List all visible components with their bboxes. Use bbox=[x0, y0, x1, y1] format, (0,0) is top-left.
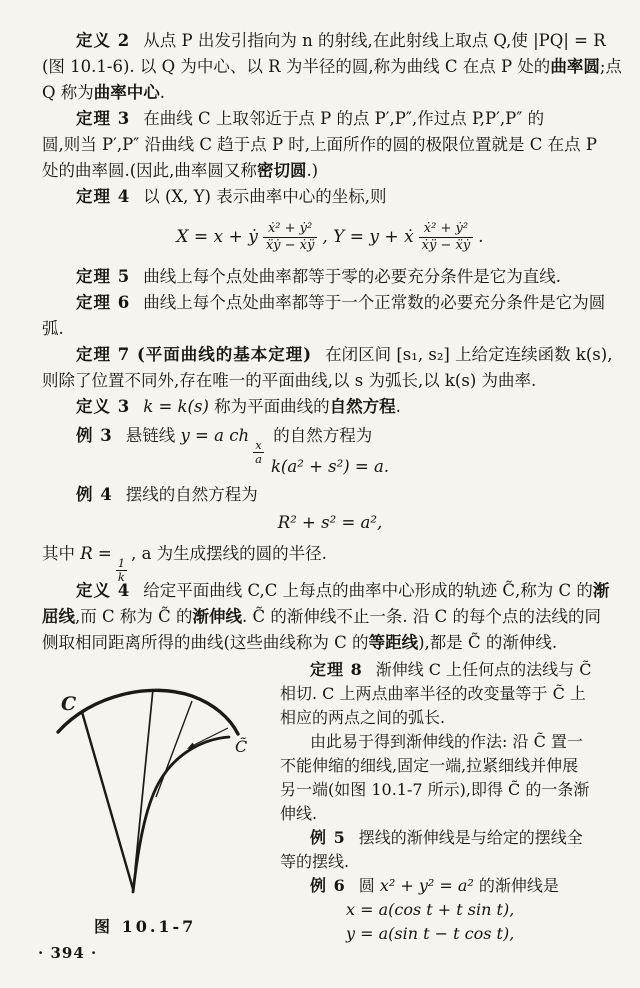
ex6-equation-1: x = a(cos t + t sin t), bbox=[346, 900, 515, 919]
construction-text3: 另一端(如图 10.1-7 所示),即得 C̃ 的一条渐 bbox=[280, 780, 590, 799]
involute-construction-drawing bbox=[42, 682, 282, 910]
def4-text2d: . C̃ 的渐伸线不止一条. 沿 C 的每个点的法线的同 bbox=[241, 607, 601, 626]
def3-period: . bbox=[395, 397, 401, 416]
def4-term-evolute-part2: 屈线 bbox=[42, 607, 75, 626]
thm3-text3c: .) bbox=[306, 161, 319, 180]
construction-text2: 不能伸缩的细线,固定一端,拉紧细线并伸展 bbox=[280, 756, 579, 775]
string-line-1 bbox=[82, 712, 133, 889]
ex3-math: y = a ch bbox=[180, 426, 250, 445]
ex4-line2 bbox=[42, 538, 618, 585]
ex6-text1b: 的渐伸线是 bbox=[478, 876, 559, 895]
ex6-equation-2: y = a(sin t − t cos t), bbox=[346, 924, 515, 943]
def4-text3c: ),都是 C̃ 的渐伸线. bbox=[418, 633, 558, 652]
label-curve-c-tilde: C̃ bbox=[235, 737, 248, 756]
ex5-text2: 等的摆线. bbox=[280, 852, 350, 871]
thm3-term-osculating-circle: 密切圆 bbox=[256, 161, 307, 180]
construction-line2 bbox=[280, 754, 618, 778]
def4-label: 定义 4 bbox=[76, 581, 131, 600]
thm8-line1 bbox=[280, 658, 618, 682]
thm4-formula-x-lhs: X = x + ẏ bbox=[176, 227, 258, 247]
def2-term-curvature-center: 曲率中心 bbox=[93, 83, 160, 102]
thm4-fraction-1-numerator: ẋ² + ẏ² bbox=[263, 221, 318, 238]
thm4-text1: 以 (X, Y) 表示曲率中心的坐标,则 bbox=[143, 187, 387, 206]
construction-line3 bbox=[280, 778, 618, 802]
thm6-line1 bbox=[42, 290, 618, 316]
curve-c-arc bbox=[58, 690, 238, 734]
def4-line1 bbox=[42, 578, 618, 604]
construction-line1 bbox=[280, 730, 618, 754]
def2-text2a: (图 10.1-6). 以 Q 为中心、以 R 为半径的圆,称为曲线 C 在点 P 处的 bbox=[42, 57, 551, 76]
ex4-text1: 摆线的自然方程为 bbox=[125, 485, 258, 504]
figure-caption: 图 10.1-7 bbox=[94, 917, 197, 936]
thm4-formula-y-lhs: , Y = y + ẋ bbox=[322, 227, 414, 247]
ex5-line2 bbox=[280, 850, 618, 874]
thm4-fraction-2-numerator: ẋ² + ẏ² bbox=[419, 221, 474, 238]
def4-line2 bbox=[42, 604, 618, 630]
thm3-text1: 在曲线 C 上取邻近于点 P 的点 P′,P″,作过点 P,P′,P″ 的 bbox=[143, 109, 545, 128]
main-text-column bbox=[42, 28, 622, 656]
thm3-line1 bbox=[42, 106, 618, 132]
ex5-line1 bbox=[280, 826, 618, 850]
thm4-fraction-2-denominator: ẋÿ − ẍẏ bbox=[421, 237, 471, 253]
thm4-fraction-1-denominator: ẍẏ − ẋÿ bbox=[265, 237, 315, 253]
thm6-line2 bbox=[42, 316, 618, 342]
thm4-line1 bbox=[42, 184, 618, 210]
thm5-text1: 曲线上每个点处曲率都等于零的必要充分条件是它为直线. bbox=[143, 267, 561, 286]
ex5-text1: 摆线的渐伸线是与给定的摆线全 bbox=[358, 828, 583, 847]
ex3-text1a: 悬链线 bbox=[125, 426, 176, 445]
def2-text3a: Q 称为 bbox=[42, 83, 94, 102]
def2-label: 定义 2 bbox=[76, 31, 131, 50]
construction-text4: 伸线. bbox=[280, 804, 318, 823]
thm7-text2: 则除了位置不同外,存在唯一的平面曲线,以 s 为弧长,以 k(s) 为曲率. bbox=[42, 371, 537, 390]
string-line-3 bbox=[156, 701, 192, 797]
ex3-fraction-x-over-a bbox=[253, 439, 264, 466]
thm3-line2 bbox=[42, 132, 618, 158]
def3-label: 定义 3 bbox=[76, 397, 131, 416]
ex3-label: 例 3 bbox=[76, 426, 113, 445]
def2-text2c: ;点 bbox=[599, 57, 622, 76]
ex6-line1 bbox=[280, 874, 618, 898]
ex3-fraction-denominator: a bbox=[255, 452, 262, 467]
ex4-text2a: 其中 bbox=[42, 544, 75, 563]
thm8-text3: 相应的两点之间的弧长. bbox=[280, 708, 446, 727]
def4-term-involute: 渐伸线 bbox=[192, 607, 242, 626]
thm3-text2: 圆,则当 P′,P″ 沿曲线 C 趋于点 P 时,上面所作的圆的极限位置就是 C 在点 P bbox=[42, 135, 598, 154]
thm4-fraction-1 bbox=[263, 221, 318, 253]
construction-text1: 由此易于得到渐伸线的作法: 沿 C̃ 置一 bbox=[310, 732, 583, 751]
thm7-line1 bbox=[42, 342, 618, 368]
label-curve-c: C bbox=[61, 693, 77, 715]
ex5-label: 例 5 bbox=[310, 828, 346, 847]
figure-10-1-7 bbox=[42, 682, 282, 937]
def4-text2b: ,而 C 称为 C̃ 的 bbox=[75, 607, 193, 626]
thm8-line2 bbox=[280, 682, 618, 706]
thm6-label: 定理 6 bbox=[76, 293, 131, 312]
page-number: · 394 · bbox=[38, 944, 98, 962]
ex4-text2b: , a 为生成摆线的圆的半径. bbox=[131, 544, 327, 563]
ex4-line1 bbox=[42, 482, 618, 508]
thm4-label: 定理 4 bbox=[76, 187, 131, 206]
thm7-label: 定理 7 (平面曲线的基本定理) bbox=[76, 345, 313, 364]
right-text-column bbox=[280, 658, 618, 946]
thm7-text1: 在闭区间 [s₁, s₂] 上给定连续函数 k(s), bbox=[325, 345, 613, 364]
thm8-line3 bbox=[280, 706, 618, 730]
thm6-text1: 曲线上每个点处曲率都等于一个正常数的必要充分条件是它为圆 bbox=[143, 293, 606, 312]
curve-c-tilde-evolute bbox=[133, 737, 229, 892]
ex3-formula: k(a² + s²) = a. bbox=[270, 457, 390, 476]
def4-text1a: 给定平面曲线 C,C 上每点的曲率中心形成的轨迹 C̃,称为 C 的 bbox=[143, 581, 593, 600]
def2-term-curvature-circle: 曲率圆 bbox=[550, 57, 600, 76]
ex4-label: 例 4 bbox=[76, 485, 113, 504]
ex4-math: R = bbox=[80, 544, 112, 563]
ex4-fraction-numerator: 1 bbox=[117, 556, 126, 570]
def4-term-equidistant-curve: 等距线 bbox=[368, 633, 419, 652]
def3-line1 bbox=[42, 394, 618, 420]
thm3-line3 bbox=[42, 158, 618, 184]
thm7-line2 bbox=[42, 368, 618, 394]
ex6-text1a: 圆 bbox=[358, 876, 375, 895]
def2-line1 bbox=[42, 28, 618, 54]
def2-line2 bbox=[42, 54, 622, 80]
def4-line3 bbox=[42, 630, 618, 656]
def3-term-natural-equation: 自然方程 bbox=[329, 397, 396, 416]
thm8-label: 定理 8 bbox=[310, 660, 363, 679]
thm4-fraction-2 bbox=[419, 221, 474, 253]
thm4-formula-period: . bbox=[478, 227, 484, 247]
def4-term-evolute-part1: 渐 bbox=[592, 581, 610, 600]
thm3-text3a: 处的曲率圆.(因此,曲率圆又称 bbox=[42, 161, 257, 180]
thm6-text2: 弧. bbox=[42, 319, 64, 338]
ex4-formula: R² + s² = a², bbox=[277, 513, 383, 532]
thm4-formula bbox=[42, 210, 618, 264]
thm8-text2: 相切. C 上两点曲率半径的改变量等于 C̃ 上 bbox=[280, 684, 586, 703]
ex6-math-circle: x² + y² = a² bbox=[379, 876, 474, 895]
ex3-text1b: 的自然方程为 bbox=[273, 426, 373, 445]
def4-text3a: 侧取相同距离所得的曲线(这些曲线称为 C 的 bbox=[42, 633, 369, 652]
thm5-line1 bbox=[42, 264, 618, 290]
def2-text1: 从点 P 出发引指向为 n 的射线,在此射线上取点 Q,使 |PQ| = R bbox=[143, 31, 606, 50]
ex4-fraction-denominator: k bbox=[117, 570, 125, 585]
construction-line4 bbox=[280, 802, 618, 826]
ex6-label: 例 6 bbox=[310, 876, 346, 895]
thm8-text1: 渐伸线 C 上任何点的法线与 C̃ bbox=[375, 660, 592, 679]
def3-math: k = k(s) bbox=[143, 397, 209, 416]
def3-text: 称为平面曲线的 bbox=[214, 397, 330, 416]
string-line-2 bbox=[135, 689, 153, 870]
def2-text3c: . bbox=[159, 83, 166, 102]
def2-line3 bbox=[42, 80, 618, 106]
ex3-fraction-numerator: x bbox=[253, 439, 264, 453]
section-gap bbox=[42, 570, 618, 578]
thm5-label: 定理 5 bbox=[76, 267, 131, 286]
thm3-label: 定理 3 bbox=[76, 109, 131, 128]
